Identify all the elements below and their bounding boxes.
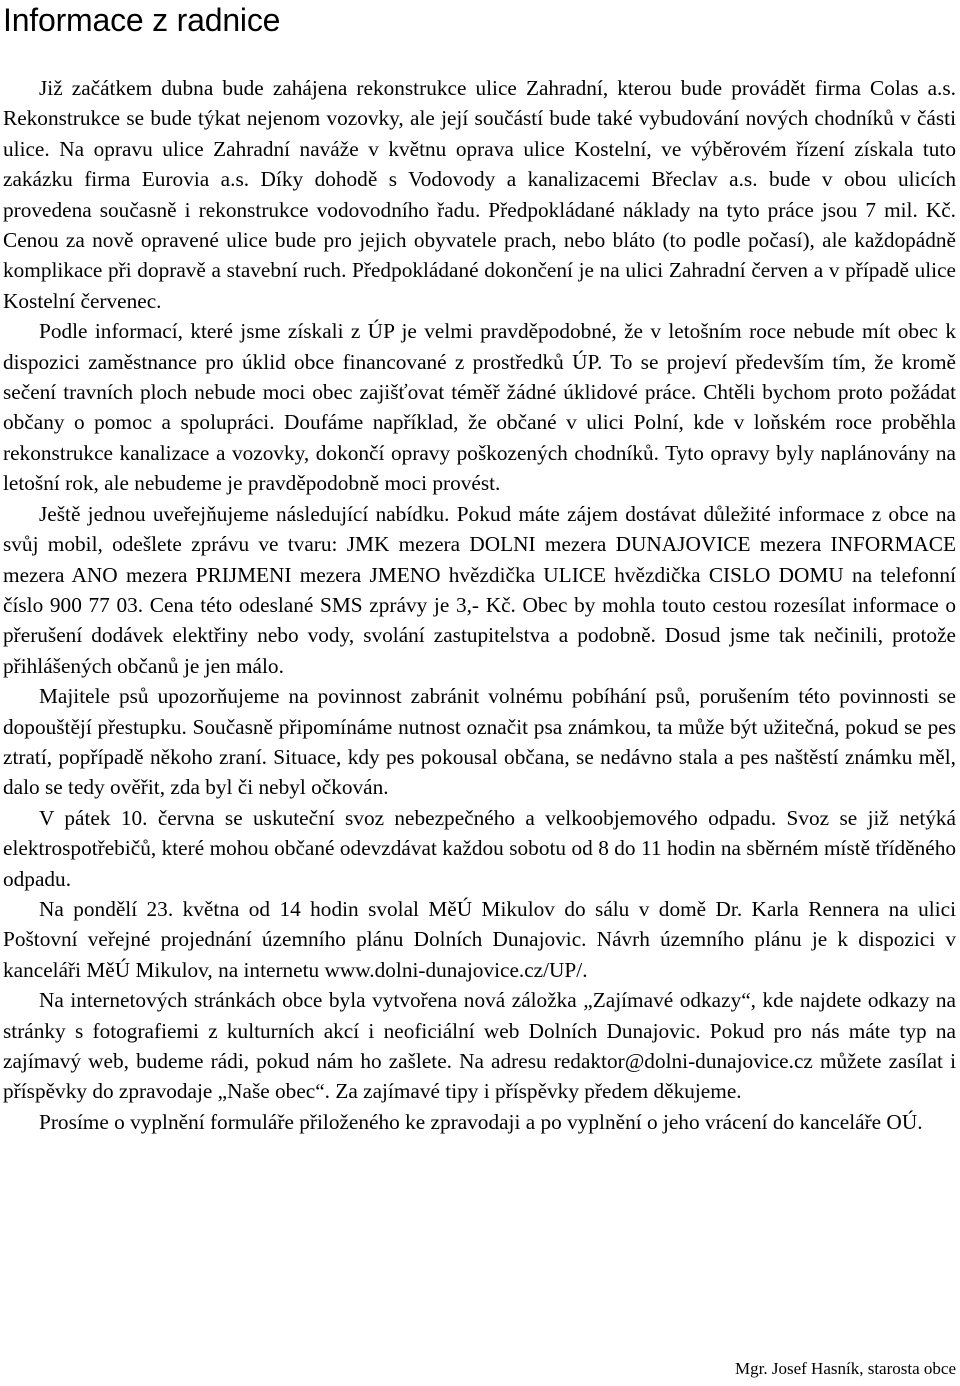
- paragraph-street-reconstruction: Již začátkem dubna bude zahájena rekonstrukce ulice Zahradní, kterou bude provádět firma Colas a.s. Rekonstrukce se bude týkat nejenom vozovky, ale její součástí bude také vybudování nových chodníků v části ulice. Na opravu ulice Zahradní naváže v květnu oprava ulice Kostelní, ve výběrovém řízení získala tuto zakázku firma Eurovia a.s. Díky dohodě s Vodovody a kanalizacemi Břeclav a.s. bude v obou ulicích provedena současně i rekonstrukce vodovodního řadu. Předpokládané náklady na tyto práce jsou 7 mil. Kč. Cenou za nově opravené ulice bude pro jejich obyvatele prach, nebo bláto (to podle počasí), ale každopádně komplikace při dopravě a stavební ruch. Předpokládané dokončení je na ulici Zahradní červen a v případě ulice Kostelní červenec.: [3, 76, 956, 313]
- paragraph-website-links: Na internetových stránkách obce byla vytvořena nová záložka „Zajímavé odkazy“, kde najdete odkazy na stránky s fotografiemi z kulturních akcí i neoficiální web Dolních Dunajovic. Pokud pro nás máte typ na zajímavý web, budeme rádi, pokud nám ho zašlete. Na adresu redaktor@dolni-dunajovice.cz můžete zasílat i příspěvky do zpravodaje „Naše obec“. Za zajímavé tipy i příspěvky předem děkujeme.: [3, 988, 956, 1104]
- paragraph-waste-collection: V pátek 10. června se uskuteční svoz nebezpečného a velkoobjemového odpadu. Svoz se již netýká elektrospotřebičů, které mohou občané odevzdávat každou sobotu od 8 do 11 hodin na sběrném místě tříděného odpadu.: [3, 805, 956, 891]
- page-title: Informace z radnice: [3, 2, 281, 38]
- paragraph-form-request: Prosíme o vyplnění formuláře přiloženého ke zpravodaji a po vyplnění o jeho vrácení do kanceláře OÚ.: [39, 1109, 923, 1134]
- paragraph-street-cleaning: Podle informací, které jsme získali z ÚP je velmi pravděpodobné, že v letošním roce nebude mít obec k dispozici zaměstnance pro úklid obce financované z prostředků ÚP. To se projeví především tím, že kromě sečení travních ploch nebude moci obec zajišťovat téměř žádné úklidové práce. Chtěli bychom proto požádat občany o pomoc a spolupráci. Doufáme například, že občané v ulici Polní, kde v loňském roce proběhla rekonstrukce kanalizace a vozovky, dokončí opravy poškozených chodníků. Tyto opravy byly naplánovány na letošní rok, ale nebudeme je pravděpodobně moci provést.: [3, 319, 956, 496]
- document-page: [3, 0, 956, 1137]
- paragraph-dog-owners: Majitele psů upozorňujeme na povinnost zabránit volnému pobíhání psů, porušením této povinnosti se dopouštějí přestupku. Současně připomínáme nutnost označit psa známkou, ta může být užitečná, pokud se pes ztratí, popřípadě někoho zraní. Situace, kdy pes pokousal občana, se nedávno stala a pes naštěstí známku měl, dalo se tedy ověřit, zda byl či nebyl očkován.: [3, 684, 956, 800]
- signature: Mgr. Josef Hasník, starosta obce: [735, 1359, 956, 1378]
- paragraph-sms-info: Ještě jednou uveřejňujeme následující nabídku. Pokud máte zájem dostávat důležité informace z obce na svůj mobil, odešlete zprávu ve tvaru: JMK mezera DOLNI mezera DUNAJOVICE mezera INFORMACE mezera ANO mezera PRIJMENI mezera JMENO hvězdička ULICE hvězdička CISLO DOMU na telefonní číslo 900 77 03. Cena této odeslané SMS zprávy je 3,- Kč. Obec by mohla touto cestou rozesílat informace o přerušení dodávek elektřiny nebo vody, svolání zastupitelstva a podobně. Dosud jsme tak nečinili, protože přihlášených občanů je jen málo.: [3, 501, 956, 678]
- paragraph-zoning-plan: Na pondělí 23. května od 14 hodin svolal MěÚ Mikulov do sálu v domě Dr. Karla Rennera na ulici Poštovní veřejné projednání územního plánu Dolních Dunajovic. Návrh územního plánu je k dispozici v kanceláři MěÚ Mikulov, na internetu www.dolni-dunajovice.cz/UP/.: [3, 896, 956, 982]
- article-body: [3, 73, 956, 1137]
